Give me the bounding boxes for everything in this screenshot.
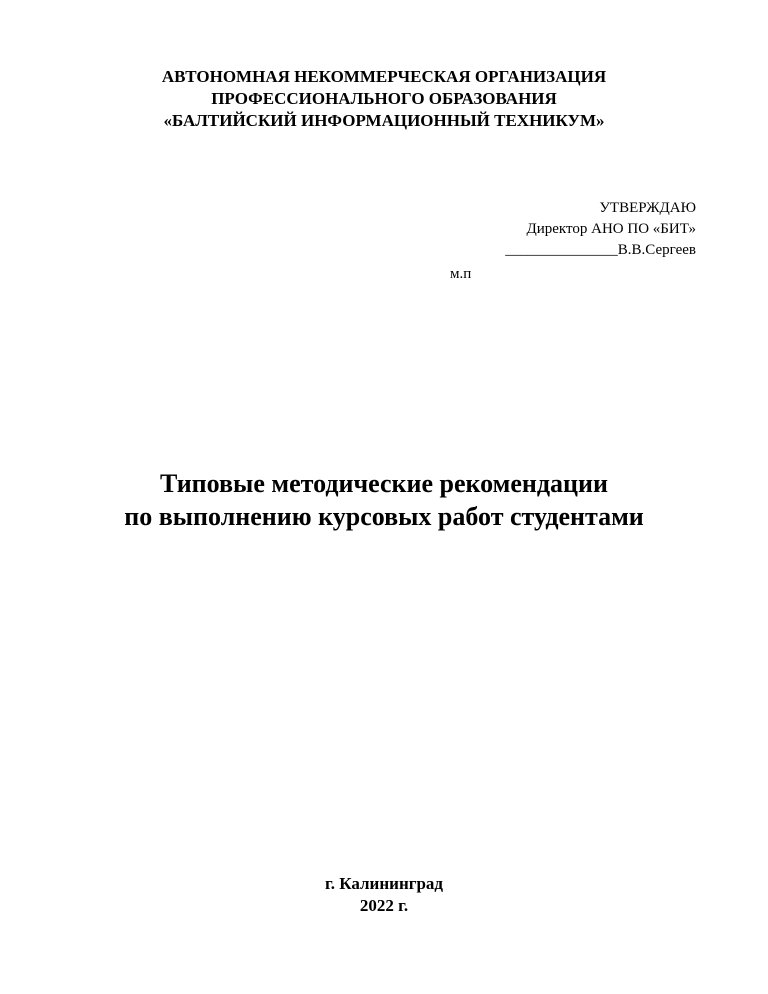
organization-line-1: АВТОНОМНАЯ НЕКОММЕРЧЕСКАЯ ОРГАНИЗАЦИЯ [161, 67, 607, 86]
document-title [0, 467, 768, 533]
approval-position: Директор АНО ПО «БИТ» [526, 221, 696, 237]
footer-year: 2022 г. [359, 896, 409, 915]
approval-signature-line: _______________В.В.Сергеев [505, 242, 696, 258]
document-title-line-2: по выполнению курсовых работ студентами [124, 502, 644, 531]
organization-header [0, 66, 768, 132]
approval-block [505, 198, 696, 261]
footer-city: г. Калининград [324, 874, 444, 893]
stamp-place-label: м.п [450, 266, 472, 282]
document-footer [0, 873, 768, 917]
organization-line-2: ПРОФЕССИОНАЛЬНОГО ОБРАЗОВАНИЯ [211, 89, 557, 108]
organization-line-3: «БАЛТИЙСКИЙ ИНФОРМАЦИОННЫЙ ТЕХНИКУМ» [163, 111, 605, 130]
document-title-line-1: Типовые методические рекомендации [160, 469, 608, 498]
approval-heading: УТВЕРЖДАЮ [599, 200, 696, 216]
